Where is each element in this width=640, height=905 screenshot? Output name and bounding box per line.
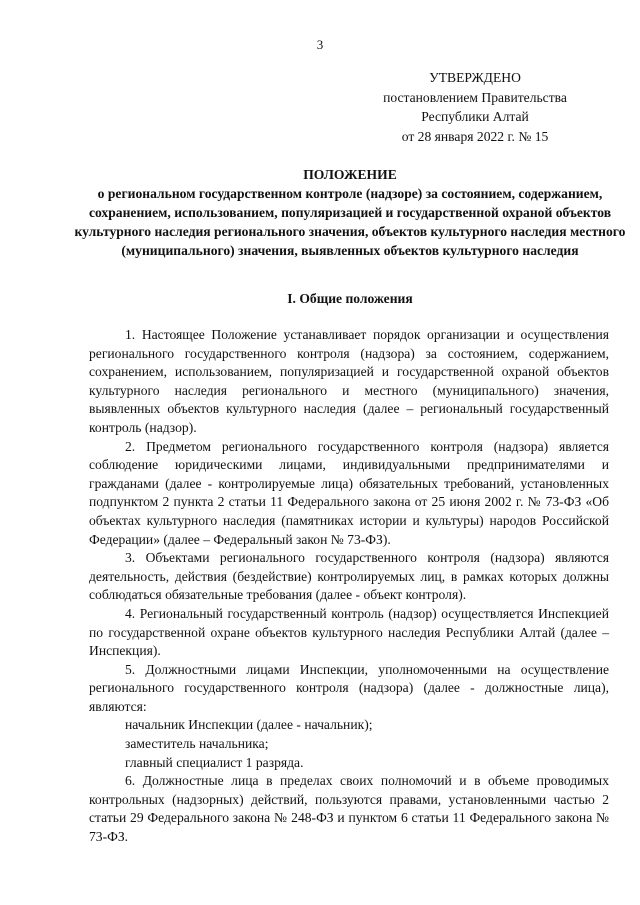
document-body bbox=[89, 326, 609, 847]
paragraph-3: 3. Объектами регионального государственного контроля (надзора) являются деятельность, действия (бездействие) контролируемых лиц, в рамках которых должны соблюдаться обязательные требования (далее - объект контроля). bbox=[89, 550, 609, 603]
list-item: главный специалист 1 разряда. bbox=[125, 754, 304, 770]
list-item: начальник Инспекции (далее - начальник); bbox=[125, 717, 373, 733]
approval-block bbox=[350, 68, 600, 146]
approval-line-republic: Республики Алтай bbox=[421, 109, 529, 124]
document-subtitle: о региональном государственном контроле (надзоре) за состоянием, содержанием, сохранением, использованием, популяризацией и государственной охраной объектов культурного наследия регионального значения, объектов культурного наследия местного (муниципального) значения, выявленных объектов культурного наследия bbox=[74, 186, 626, 258]
paragraph-1: 1. Настоящее Положение устанавливает порядок организации и осуществления регионального государственного контроля (надзора) за состоянием, содержанием, сохранением, использованием, популяризацией и государственной охраной объектов культурного наследия регионального и местного (муниципального) значения, выявленных объектов культурного наследия (далее – региональный государственный контроль (надзор). bbox=[89, 327, 609, 435]
approval-line-approved: УТВЕРЖДЕНО bbox=[429, 70, 521, 85]
document-title bbox=[70, 165, 630, 260]
paragraph-5: 5. Должностными лицами Инспекции, уполномоченными на осуществление регионального государственного контроля (надзора) (далее - должностные лица), являются: bbox=[89, 661, 609, 714]
approval-line-resolution: постановлением Правительства bbox=[383, 89, 567, 105]
document-heading: ПОЛОЖЕНИЕ bbox=[303, 167, 397, 182]
paragraph-6: 6. Должностные лица в пределах своих полномочий и в объеме проводимых контрольных (надзорных) действий, пользуются правами, установленными частью 2 статьи 29 Федерального закона № 248-ФЗ и пунктом 6 статьи 11 Федерального закона № 73-ФЗ. bbox=[89, 773, 609, 845]
paragraph-2: 2. Предметом регионального государственного контроля (надзора) является соблюдение юридическими лицами, индивидуальными предпринимателями и гражданами (далее - контролируемые лица) обязательных требований, установленных подпунктом 2 пункта 2 статьи 11 Федерального закона от 25 июня 2002 г. № 73-ФЗ «Об объектах культурного наследия (памятниках истории и культуры) народов Российской Федерации» (далее – Федеральный закон № 73-ФЗ). bbox=[89, 438, 609, 547]
page-number: 3 bbox=[316, 37, 324, 52]
approval-line-date: от 28 января 2022 г. № 15 bbox=[401, 128, 549, 144]
list-item: заместитель начальника; bbox=[125, 736, 269, 752]
paragraph-4: 4. Региональный государственный контроль (надзор) осуществляется Инспекцией по государственной охране объектов культурного наследия Республики Алтай (далее – Инспекция). bbox=[89, 605, 609, 659]
section-title: I. Общие положения bbox=[287, 291, 413, 306]
